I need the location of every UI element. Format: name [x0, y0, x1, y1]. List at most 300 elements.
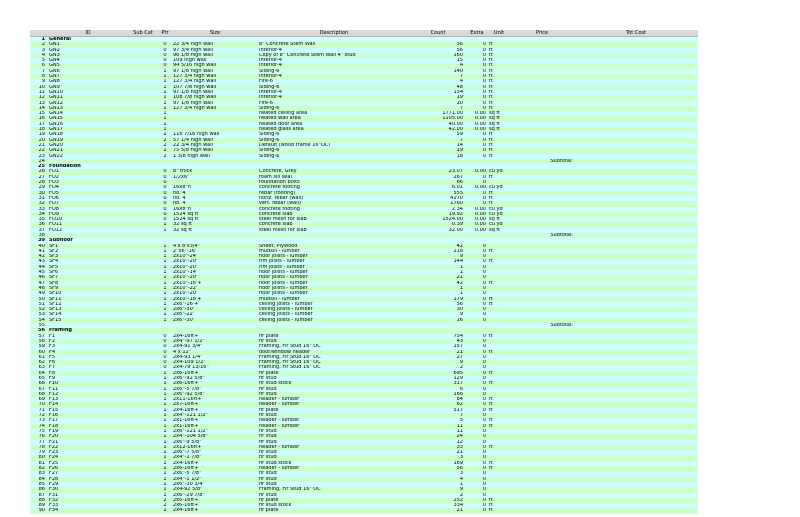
cell-unit[interactable]: ft — [489, 89, 493, 95]
cell-desc[interactable]: Fire-6 — [259, 79, 273, 85]
cell-desc[interactable]: Framing, Fir Stud 16" OC — [259, 354, 321, 360]
cell-unit[interactable]: ft — [489, 68, 493, 74]
cell-size[interactable]: 57 1/4 high wall — [173, 137, 214, 143]
cell-unit[interactable]: ft — [489, 195, 493, 201]
cell-extra[interactable]: 0 — [482, 132, 486, 138]
cell-desc[interactable]: fir stud — [259, 450, 277, 456]
cell-size[interactable]: 2x6"-92 5/8" — [173, 376, 205, 381]
cell-extra[interactable]: 0 — [482, 333, 486, 339]
cell-ptr[interactable]: 0 — [163, 42, 167, 48]
cell-n[interactable]: 62 — [38, 360, 45, 366]
cell-extra[interactable]: 0 — [482, 58, 486, 64]
cell-n[interactable]: 55 — [38, 323, 45, 329]
cell-n[interactable]: 5 — [41, 58, 45, 64]
cell-id[interactable]: F12 — [49, 391, 59, 397]
cell-sub[interactable] — [128, 508, 158, 513]
cell-unit[interactable]: sq ft — [489, 127, 501, 133]
cell-count[interactable]: 18 — [456, 153, 463, 159]
cell-desc[interactable]: fir stud — [259, 492, 277, 498]
cell-unit[interactable]: ft — [489, 296, 493, 302]
cell-count[interactable]: 21 — [456, 508, 463, 514]
cell-size[interactable]: 22 3/4 high wall — [173, 142, 214, 148]
cell-desc[interactable]: fir stud — [259, 413, 277, 419]
cell-desc[interactable]: rim joists - lumber — [259, 264, 305, 270]
cell-count[interactable]: 157 — [453, 344, 463, 350]
cell-count[interactable]: 19 — [456, 95, 463, 101]
cell-id[interactable]: SF13 — [49, 307, 62, 313]
cell-unit[interactable]: sq ft — [489, 111, 501, 117]
cell-size[interactable]: 2x4-109 1/2" — [173, 360, 206, 366]
cell-price[interactable]: Subtotal: — [550, 323, 573, 329]
cell-id[interactable]: SF11 — [49, 296, 62, 302]
cell-size[interactable]: 1 3/8 high wall — [173, 153, 210, 159]
cell-ptr[interactable]: 1 — [163, 381, 167, 387]
cell-count[interactable]: 11 — [456, 423, 463, 429]
cell-n[interactable]: 37 — [38, 227, 45, 233]
cell-extra[interactable]: 0 — [482, 63, 486, 69]
cell-extra[interactable]: 0 — [482, 180, 486, 186]
cell-n[interactable]: 23 — [38, 153, 45, 159]
cell-unit[interactable]: sq ft — [489, 116, 501, 122]
cell-desc[interactable]: Siding-6 — [259, 148, 280, 154]
cell-n[interactable]: 54 — [38, 317, 45, 323]
cell-unit[interactable]: cu yd — [489, 222, 503, 228]
cell-desc[interactable]: Framing, Fir Stud 16" OC — [259, 487, 321, 493]
cell-ptr[interactable]: 1 — [163, 407, 167, 413]
cell-n[interactable]: 66 — [38, 381, 45, 387]
cell-unit[interactable]: sq ft — [489, 217, 501, 223]
cell-count[interactable]: 1524.00 — [442, 217, 463, 223]
cell-ptr[interactable]: 1 — [163, 95, 167, 101]
cell-n[interactable]: 52 — [38, 307, 45, 313]
cell-size[interactable]: 2"x6"-16' — [173, 248, 197, 254]
cell-ptr[interactable]: 1 — [163, 264, 167, 270]
cell-count[interactable]: 334 — [453, 503, 463, 509]
cell-count[interactable]: 129 — [453, 376, 463, 381]
cell-extra[interactable]: 0 — [482, 481, 486, 487]
cell-ptr[interactable]: 1 — [163, 376, 167, 381]
cell-desc[interactable]: 8" Concrete Stem Wall — [259, 42, 316, 48]
cell-count[interactable]: 1 — [459, 264, 463, 270]
cell-desc[interactable]: Sheet, Plywood — [259, 243, 298, 249]
cell-count[interactable]: 7 — [459, 105, 463, 111]
cell-ptr[interactable]: 0 — [163, 58, 167, 64]
cell-id[interactable]: FO11 — [49, 222, 63, 228]
cell-ptr[interactable]: 1 — [163, 386, 167, 392]
cell-ptr[interactable]: 1 — [163, 476, 167, 482]
cell-id[interactable]: FO1 — [49, 169, 59, 175]
cell-id[interactable]: GN22 — [49, 153, 63, 159]
cell-count[interactable]: 179 — [453, 296, 463, 302]
cell-id[interactable]: F22 — [49, 444, 59, 450]
cell-size[interactable]: 2x4-16ft+ — [173, 460, 199, 466]
cell-n[interactable]: 32 — [38, 201, 45, 207]
cell-id[interactable]: Foundation — [49, 164, 81, 170]
cell-desc[interactable]: Siding-6 — [259, 132, 280, 138]
cell-desc[interactable]: fir stud — [259, 476, 277, 482]
cell-id[interactable]: F7 — [49, 365, 56, 371]
cell-n[interactable]: 41 — [38, 248, 45, 254]
cell-id[interactable]: F8 — [49, 370, 56, 376]
cell-unit[interactable]: ft — [489, 79, 493, 85]
cell-count[interactable]: 252 — [453, 497, 463, 503]
cell-desc[interactable]: Interior-4 — [259, 58, 282, 64]
cell-count[interactable]: 23.07 — [448, 169, 463, 175]
cell-count[interactable]: 2 — [459, 365, 463, 371]
cell-ptr[interactable]: 1 — [163, 307, 167, 313]
cell-n[interactable]: 20 — [38, 137, 45, 143]
cell-count[interactable]: 4 — [459, 79, 463, 85]
cell-extra[interactable]: 0 — [482, 79, 486, 85]
cell-n[interactable]: 27 — [38, 174, 45, 180]
cell-ptr[interactable]: 1 — [163, 270, 167, 276]
cell-count[interactable]: 144 — [453, 259, 463, 265]
cell-count[interactable]: 169 — [453, 460, 463, 466]
cell-unit[interactable]: sq ft — [489, 121, 501, 127]
cell-ptr[interactable]: 1 — [163, 248, 167, 254]
cell-ptr[interactable]: 1 — [163, 259, 167, 265]
cell-extra[interactable]: 0 — [482, 413, 486, 419]
cell-size[interactable]: 116 7/16 high wall — [173, 132, 220, 138]
cell-ptr[interactable]: 1 — [163, 487, 167, 493]
cell-n[interactable]: 11 — [38, 89, 45, 95]
cell-size[interactable]: 2x6"-16'+ — [173, 301, 199, 307]
cell-id[interactable]: GN10 — [49, 89, 63, 95]
cell-count[interactable]: 21 — [456, 349, 463, 355]
cell-size[interactable]: 2x10"-20' — [173, 259, 198, 265]
cell-desc[interactable]: header - lumber — [259, 444, 300, 450]
cell-extra[interactable]: 0 — [482, 317, 486, 323]
cell-id[interactable]: GN2 — [49, 47, 60, 53]
cell-id[interactable]: GN14 — [49, 111, 63, 117]
cell-n[interactable]: 85 — [38, 481, 45, 487]
cell-count[interactable]: 1 — [459, 285, 463, 291]
cell-extra[interactable]: 0 — [482, 423, 486, 429]
cell-count[interactable]: 695 — [453, 370, 463, 376]
cell-ptr[interactable]: 1 — [163, 296, 167, 302]
cell-count[interactable]: 0.39 — [451, 222, 463, 228]
cell-n[interactable]: 49 — [38, 291, 45, 297]
cell-desc[interactable]: heated ceiling area — [259, 111, 308, 117]
cell-extra[interactable]: 0 — [482, 142, 486, 148]
cell-extra[interactable]: 0.00 — [474, 217, 486, 223]
cell-id[interactable]: F27 — [49, 471, 59, 477]
cell-size[interactable]: 2x4"-104 5/8" — [173, 434, 208, 440]
cell-desc[interactable]: fir plate — [259, 508, 279, 514]
cell-ptr[interactable]: 1 — [163, 439, 167, 445]
cell-ptr[interactable]: 1 — [163, 227, 167, 233]
cell-size[interactable]: 96 1/8 high wall — [173, 52, 214, 58]
cell-id[interactable]: F5 — [49, 354, 56, 360]
cell-size[interactable]: 2x4-93 1/4" — [173, 354, 203, 360]
cell-extra[interactable]: 0 — [482, 270, 486, 276]
cell-n[interactable]: 43 — [38, 259, 45, 265]
cell-desc[interactable]: fir plate — [259, 370, 279, 376]
cell-n[interactable]: 4 — [41, 52, 45, 58]
cell-id[interactable]: GN3 — [49, 52, 60, 58]
cell-n[interactable]: 46 — [38, 275, 45, 281]
size-header[interactable]: Size — [209, 30, 221, 36]
cell-id[interactable]: F2 — [49, 338, 56, 344]
cell-unit[interactable]: ft — [489, 503, 493, 509]
cell-desc[interactable]: concrete footing — [259, 206, 300, 212]
cell-ptr[interactable]: 1 — [163, 492, 167, 498]
cell-count[interactable]: 66 — [456, 180, 463, 186]
cell-desc[interactable]: heated door area — [259, 121, 303, 127]
cell-desc[interactable]: heated wall area — [259, 116, 301, 122]
cell-count[interactable]: 1105.00 — [442, 116, 463, 122]
cell-desc[interactable]: header - lumber — [259, 402, 300, 408]
cell-ptr[interactable]: 1 — [163, 222, 167, 228]
cell-unit[interactable]: ft — [489, 248, 493, 254]
cell-n[interactable]: 35 — [38, 217, 45, 223]
cell-count[interactable]: 140 — [453, 68, 463, 74]
cell-n[interactable]: 67 — [38, 386, 45, 392]
cell-id[interactable]: GN7 — [49, 74, 60, 80]
cell-id[interactable]: F32 — [49, 497, 59, 503]
cell-n[interactable]: 58 — [38, 338, 45, 344]
cell-size[interactable]: 2x4-16ft+ — [173, 508, 199, 514]
cell-size[interactable]: 4'x 8'x3/4" — [173, 243, 200, 249]
cell-count[interactable]: 2.34 — [451, 206, 463, 212]
cell-ptr[interactable]: 1 — [163, 481, 167, 487]
cell-ptr[interactable]: 1 — [163, 391, 167, 397]
cell-count[interactable]: 42 — [456, 280, 463, 286]
cell-desc[interactable]: vert. rebar (wall) — [259, 201, 301, 207]
cell-count[interactable]: 56 — [456, 47, 463, 53]
cell-ptr[interactable]: 1 — [163, 285, 167, 291]
cell-extra[interactable]: 0 — [482, 455, 486, 461]
cell-id[interactable]: F10 — [49, 381, 59, 387]
cell-unit[interactable]: ft — [489, 407, 493, 413]
cell-unit[interactable]: ft — [489, 100, 493, 106]
cell-size[interactable]: 2x12-16ft+ — [173, 444, 202, 450]
cell-extra[interactable]: 0 — [482, 338, 486, 344]
cell-desc[interactable]: Siding-6 — [259, 153, 280, 159]
cell-id[interactable]: F9 — [49, 376, 56, 381]
cell-desc[interactable]: floor joists - lumber — [259, 291, 308, 297]
cell-n[interactable]: 81 — [38, 460, 45, 466]
cell-desc[interactable]: Interior-4 — [259, 74, 282, 80]
cell-desc[interactable]: fir stud — [259, 439, 277, 445]
cell-desc[interactable]: fir plate — [259, 407, 279, 413]
cell-desc[interactable]: fir stud — [259, 434, 277, 440]
cell-size[interactable]: 97 3/4 high wall — [173, 47, 214, 53]
cell-n[interactable]: 19 — [38, 132, 45, 138]
cell-ptr[interactable]: 2 — [163, 508, 167, 514]
cell-n[interactable]: 77 — [38, 439, 45, 445]
cell-id[interactable]: F25 — [49, 460, 59, 466]
cell-desc[interactable]: Concrete, Grey — [259, 169, 297, 175]
cell-id[interactable]: F4 — [49, 349, 56, 355]
cell-count[interactable]: 218 — [453, 248, 463, 254]
cell-n[interactable]: 73 — [38, 418, 45, 424]
cell-size[interactable]: 2x6"-5 7/8" — [173, 471, 202, 477]
cell-extra[interactable]: 0 — [482, 148, 486, 154]
cell-desc[interactable]: fir stud — [259, 455, 277, 461]
cell-count[interactable]: 20 — [456, 100, 463, 106]
cell-size[interactable]: 2x4"-1 1/2" — [173, 476, 202, 482]
cell-unit[interactable]: ft — [489, 47, 493, 53]
cell-extra[interactable]: 0 — [482, 174, 486, 180]
cell-count[interactable]: 4 — [459, 476, 463, 482]
cell-id[interactable]: FO12 — [49, 227, 63, 233]
cell-id[interactable]: F20 — [49, 434, 59, 440]
cell-n[interactable]: 15 — [38, 111, 45, 117]
cell-extra[interactable]: 0 — [482, 418, 486, 424]
cell-ptr[interactable]: 1 — [163, 460, 167, 466]
cell-ptr[interactable]: 1 — [163, 397, 167, 403]
cell-id[interactable]: FO6 — [49, 195, 59, 201]
cell-size[interactable]: 2x10"-22' — [173, 285, 198, 291]
cell-n[interactable]: 84 — [38, 476, 45, 482]
cell-n[interactable]: 68 — [38, 391, 45, 397]
cell-id[interactable]: SF4 — [49, 259, 59, 265]
cell-size[interactable]: 2x10"-20' — [173, 291, 198, 297]
cell-size[interactable]: 2x1-16ft+ — [173, 418, 199, 424]
cell-extra[interactable]: 0 — [482, 137, 486, 143]
cell-size[interactable]: 75 5/8 high wall — [173, 148, 214, 154]
cell-n[interactable]: 65 — [38, 376, 45, 381]
cell-n[interactable]: 7 — [41, 68, 45, 74]
cell-n[interactable]: 18 — [38, 127, 45, 133]
cell-n[interactable]: 71 — [38, 407, 45, 413]
cell-ptr[interactable]: 1 — [163, 402, 167, 408]
cell-count[interactable]: 1760 — [450, 201, 463, 207]
cell-size[interactable]: 8" thick — [173, 169, 193, 175]
cell-ptr[interactable]: 1 — [163, 450, 167, 456]
cell-extra[interactable]: 0 — [482, 381, 486, 387]
cell-extra[interactable]: 0 — [482, 450, 486, 456]
cell-size[interactable]: 2x6-16ft+ — [173, 466, 199, 472]
cell-price[interactable]: Subtotal: — [550, 232, 573, 238]
cell-count[interactable]: 1 — [459, 270, 463, 276]
cell-ptr[interactable]: 1 — [163, 317, 167, 323]
cell-id[interactable]: F23 — [49, 450, 59, 456]
cell-id[interactable]: GN19 — [49, 137, 63, 143]
cell-size[interactable]: 2x6"-121 1/2" — [173, 428, 208, 434]
cell-ptr[interactable]: 1 — [163, 434, 167, 440]
cell-unit[interactable]: ft — [489, 460, 493, 466]
cell-extra[interactable]: 0 — [482, 105, 486, 111]
cell-ptr[interactable]: 0 — [163, 344, 167, 350]
cell-n[interactable]: 79 — [38, 450, 45, 456]
cell-id[interactable]: GN4 — [49, 58, 60, 64]
cell-unit[interactable]: ft — [489, 259, 493, 265]
cell-id[interactable]: F16 — [49, 413, 59, 419]
cell-n[interactable]: 45 — [38, 270, 45, 276]
cell-id[interactable]: SF8 — [49, 280, 59, 286]
unit-header[interactable]: Unit — [493, 30, 505, 36]
cell-count[interactable]: 15 — [456, 58, 463, 64]
cell-id[interactable]: GN8 — [49, 79, 60, 85]
cell-ptr[interactable]: 1 — [163, 89, 167, 95]
cell-n[interactable]: 53 — [38, 312, 45, 318]
cell-id[interactable]: F11 — [49, 386, 59, 392]
cell-n[interactable]: 78 — [38, 444, 45, 450]
cell-size[interactable]: 2x10"-24' — [173, 254, 198, 260]
cell-extra[interactable]: 0.00 — [474, 116, 486, 122]
cell-count[interactable]: 48 — [456, 84, 463, 90]
cell-extra[interactable]: 0 — [482, 153, 486, 159]
cell-extra[interactable]: 0 — [482, 84, 486, 90]
cell-size[interactable]: 2x7-16ft+ — [173, 402, 199, 408]
cell-desc[interactable]: foundation bolts — [259, 180, 300, 186]
cell-n[interactable]: 10 — [38, 84, 45, 90]
cell-n[interactable]: 26 — [38, 169, 45, 175]
cell-size[interactable]: 2x6"-5 7/8" — [173, 386, 202, 392]
cell-count[interactable]: 7 — [459, 74, 463, 80]
cell-extra[interactable]: 0 — [482, 360, 486, 366]
cell-count[interactable]: 166 — [453, 391, 463, 397]
cell-n[interactable]: 34 — [38, 211, 45, 217]
cell-ptr[interactable]: 1 — [163, 243, 167, 249]
cell-count[interactable]: 3 — [459, 471, 463, 477]
cell-extra[interactable]: 0.00 — [474, 222, 486, 228]
cell-desc[interactable]: Interior-4 — [259, 89, 282, 95]
cell-size[interactable]: 1524 sq ft — [173, 217, 199, 223]
cell-desc[interactable]: Fire-6 — [259, 100, 273, 106]
cell-n[interactable]: 3 — [41, 47, 45, 53]
cell-size[interactable]: 2x6"-92 5/8" — [173, 391, 205, 397]
cell-desc[interactable]: ceiling joists - lumber — [259, 301, 313, 307]
cell-id[interactable]: SF9 — [49, 285, 59, 291]
cell-n[interactable]: 72 — [38, 413, 45, 419]
cell-desc[interactable]: mudsill - lumber — [259, 248, 300, 254]
cell-desc[interactable]: fir stud — [259, 481, 277, 487]
cell-ptr[interactable]: 0 — [163, 185, 167, 191]
cell-unit[interactable]: ft — [489, 84, 493, 90]
cell-size[interactable]: 107 7/8 high wall — [173, 84, 217, 90]
cell-desc[interactable]: Siding-6 — [259, 137, 280, 143]
cell-extra[interactable]: 0 — [482, 407, 486, 413]
cell-extra[interactable]: 0 — [482, 428, 486, 434]
cell-extra[interactable]: 0 — [482, 503, 486, 509]
cell-desc[interactable]: fir stud stock — [259, 460, 292, 466]
cell-extra[interactable]: 0 — [482, 280, 486, 286]
cell-unit[interactable]: ft — [489, 142, 493, 148]
cell-ptr[interactable]: 0 — [163, 47, 167, 53]
cell-count[interactable]: 1771.00 — [442, 111, 463, 117]
cell-ptr[interactable]: 2 — [163, 503, 167, 509]
cell-unit[interactable]: ft — [489, 63, 493, 69]
cell-desc[interactable]: concrete footing — [259, 185, 300, 191]
cell-extra[interactable]: 0 — [482, 190, 486, 196]
cell-n[interactable]: 88 — [38, 497, 45, 503]
cell-count[interactable]: 1 — [459, 291, 463, 297]
cell-size[interactable]: no. 4 — [173, 195, 186, 201]
cell-id[interactable]: F28 — [49, 476, 59, 482]
cell-size[interactable]: 2x10"-20' — [173, 264, 198, 270]
cell-ptr[interactable]: 1 — [163, 111, 167, 117]
cell-count[interactable]: 1 — [459, 481, 463, 487]
cell-ptr[interactable]: 1 — [163, 423, 167, 429]
cell-count[interactable]: 19 — [456, 148, 463, 154]
cell-id[interactable]: GN17 — [49, 127, 63, 133]
cell-ptr[interactable]: 2 — [163, 148, 167, 154]
cell-desc[interactable]: header - lumber — [259, 418, 300, 424]
cell-size[interactable]: 2x4-91 3/4" — [173, 344, 203, 350]
cell-count[interactable]: 33 — [456, 444, 463, 450]
cell-ptr[interactable]: 0 — [163, 360, 167, 366]
cell-count[interactable]: 56 — [456, 42, 463, 48]
cell-size[interactable]: 2x10"-14' — [173, 270, 198, 276]
cell-desc[interactable]: concrete slab — [259, 211, 293, 217]
cell-unit[interactable]: ft — [489, 74, 493, 80]
cell-n[interactable]: 89 — [38, 503, 45, 509]
cell-size[interactable]: 2x4"-1 7/8" — [173, 455, 202, 461]
cell-extra[interactable]: 0 — [482, 301, 486, 307]
